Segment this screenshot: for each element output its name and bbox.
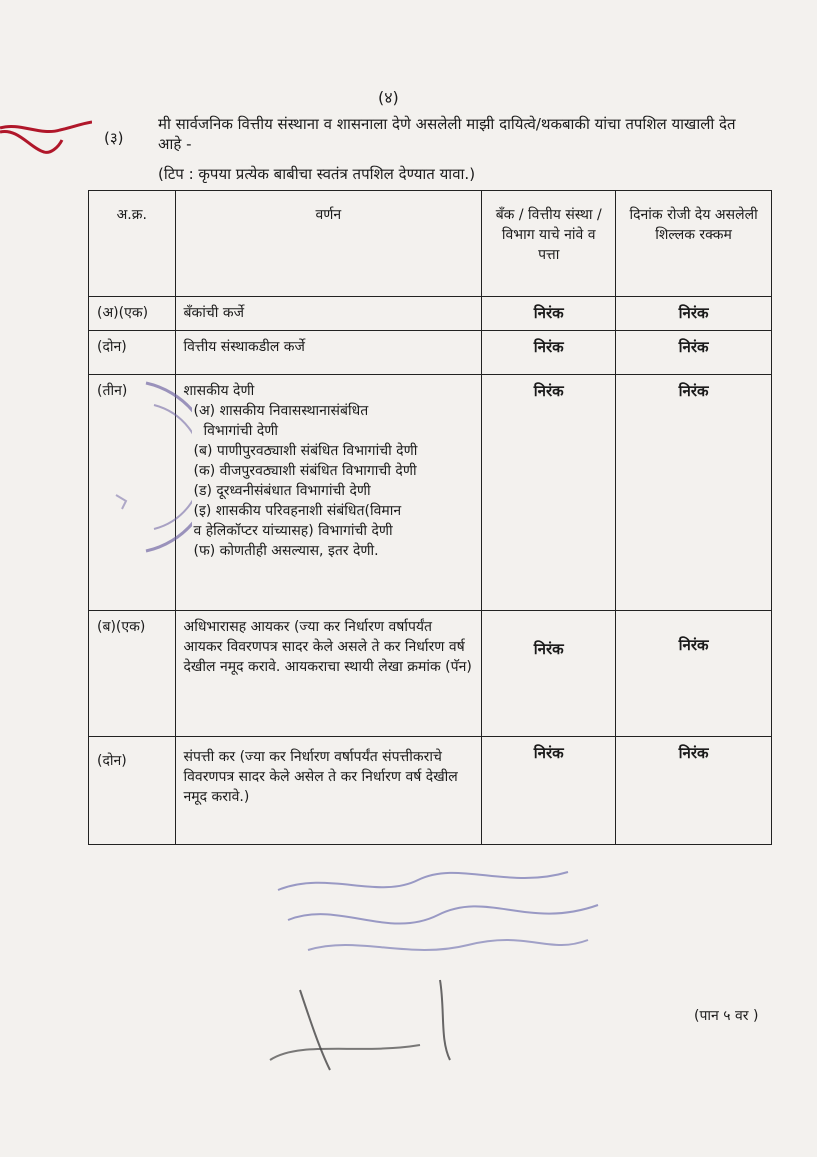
sub-item: (इ) शासकीय परिवहनाशी संबंधित(विमान <box>193 503 402 519</box>
row-serial: (दोन) <box>89 737 176 845</box>
sub-item: (फ) कोणतीही असल्यास, इतर देणी. <box>193 543 379 559</box>
row-institution: निरंक <box>533 382 564 400</box>
item-intro: मी सार्वजनिक वित्तीय संस्थाना व शासनाला देणे असलेली माझी दायित्वे/थकबाकी यांचा तपशिल याखाली देत आहे - <box>158 115 736 153</box>
row-serial: (ब)(एक) <box>89 611 176 737</box>
row-serial: (तीन) <box>89 375 176 611</box>
continued-on-page: (पान ५ वर ) <box>694 1008 759 1024</box>
row-description: अधिभारासह आयकर (ज्या कर निर्धारण वर्षापर्यंत आयकर विवरणपत्र सादर केले असले ते कर निर्धारण वर्ष देखील नमूद करावे. आयकराचा स्थायी लेखा क्रमांक (पॅन) <box>175 611 482 737</box>
row-amount: निरंक <box>678 744 709 762</box>
item-note: (टिप : कृपया प्रत्येक बाबीचा स्वतंत्र तपशिल देण्यात यावा.) <box>158 165 476 183</box>
row-institution: निरंक <box>533 640 564 658</box>
row-serial: (अ)(एक) <box>89 297 176 331</box>
row-description: वित्तीय संस्थाकडील कर्जे <box>175 331 482 375</box>
row-institution: निरंक <box>533 744 564 762</box>
header-institution: बँक / वित्तीय संस्था / विभाग याचे नांवे व पत्ता <box>482 191 616 297</box>
row-serial: (दोन) <box>89 331 176 375</box>
row-amount: निरंक <box>678 338 709 356</box>
row-amount: निरंक <box>678 304 709 322</box>
row-description: संपत्ती कर (ज्या कर निर्धारण वर्षापर्यंत संपत्तीकराचे विवरणपत्र सादर केले असेल ते कर निर्धारण वर्ष देखील नमूद करावे.) <box>175 737 482 845</box>
seal-stamp-icon <box>96 375 192 559</box>
row-amount: निरंक <box>678 382 709 400</box>
header-serial: अ.क्र. <box>89 191 176 297</box>
table-row <box>89 611 772 737</box>
header-amount: दिनांक रोजी देय असलेली शिल्लक रक्कम <box>616 191 772 297</box>
row-institution: निरंक <box>533 304 564 322</box>
handwritten-initials-icon <box>240 960 540 1080</box>
header-description: वर्णन <box>175 191 482 297</box>
sub-item: (क) वीजपुरवठ्याशी संबंधित विभागाची देणी <box>193 463 417 479</box>
row-amount: निरंक <box>678 636 709 654</box>
ribbon-tag-icon <box>0 118 92 158</box>
sub-item: (अ) शासकीय निवासस्थानासंबंधित <box>193 403 369 419</box>
table-row <box>89 297 772 331</box>
row-institution: निरंक <box>533 338 564 356</box>
sub-item: विभागांची देणी <box>203 423 279 439</box>
table-header-row <box>89 191 772 297</box>
item-number: (३) <box>104 129 124 147</box>
sub-item: व हेलिकॉप्टर यांच्यासह) विभागांची देणी <box>193 523 393 539</box>
page-number: (४) <box>378 88 399 107</box>
row-description: शासकीय देणी <box>183 383 255 399</box>
table-row <box>89 331 772 375</box>
sub-item: (ड) दूरध्वनीसंबंधात विभागांची देणी <box>193 483 371 499</box>
table-row <box>89 737 772 845</box>
row-description: बँकांची कर्जे <box>175 297 482 331</box>
sub-item: (ब) पाणीपुरवठ्याशी संबंधित विभागांची देणी <box>193 443 418 459</box>
